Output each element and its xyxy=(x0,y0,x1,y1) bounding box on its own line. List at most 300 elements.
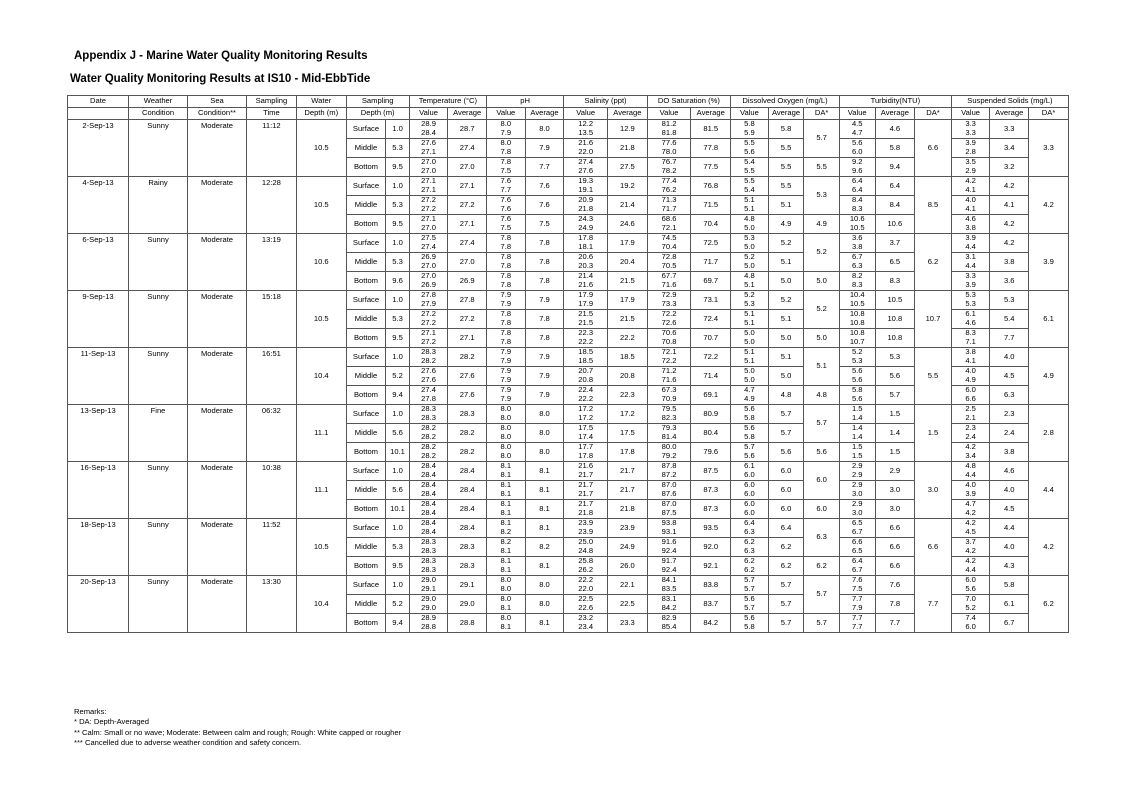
do-saturation-average-cell: 84.2 xyxy=(691,614,731,633)
salinity-value-cell-reading: 21.6 xyxy=(578,461,594,471)
turbidity-value-cell-reading: 6.7 xyxy=(851,565,863,574)
ph-value-cell-reading: 7.9 xyxy=(500,385,512,395)
sampling-depth-cell: 9.5 xyxy=(386,158,409,177)
depth-level-cell: Middle xyxy=(346,595,386,614)
do-saturation-average-cell: 92.0 xyxy=(691,538,731,557)
turbidity-value-cell xyxy=(839,424,875,443)
ph-value-cell xyxy=(487,576,526,595)
suspended-solids-value-cell-reading: 2.1 xyxy=(965,413,976,422)
salinity-value-cell-reading: 23.4 xyxy=(578,622,594,631)
ph-value-cell xyxy=(487,614,526,633)
dissolved-oxygen-average-cell: 4.9 xyxy=(768,215,804,234)
dissolved-oxygen-average-cell: 6.2 xyxy=(768,557,804,576)
header-da: DA* xyxy=(1029,108,1069,120)
weather-cell: Sunny xyxy=(129,291,188,348)
turbidity-value-cell xyxy=(839,405,875,424)
do-saturation-value-cell-reading: 79.5 xyxy=(661,404,677,414)
salinity-value-cell-reading: 19.3 xyxy=(578,176,594,186)
dissolved-oxygen-value-cell-reading: 4.8 xyxy=(744,271,755,281)
turbidity-value-cell-reading: 6.7 xyxy=(851,527,863,536)
depth-level-cell: Bottom xyxy=(346,329,386,348)
do-saturation-average-cell: 72.2 xyxy=(691,348,731,367)
do-saturation-value-cell-reading: 93.8 xyxy=(661,518,677,528)
suspended-solids-value-cell-reading: 4.4 xyxy=(965,565,976,574)
do-saturation-value-cell-reading: 77.6 xyxy=(661,138,677,148)
temperature-value-cell-reading: 27.9 xyxy=(421,299,436,308)
dissolved-oxygen-average-cell: 5.0 xyxy=(768,272,804,291)
dissolved-oxygen-average-cell: 5.7 xyxy=(768,614,804,633)
turbidity-average-cell: 6.5 xyxy=(875,253,915,272)
dissolved-oxygen-value-cell-reading: 5.7 xyxy=(744,442,755,452)
suspended-solids-value-cell xyxy=(951,272,990,291)
do-saturation-value-cell xyxy=(647,595,691,614)
depth-level-cell: Surface xyxy=(346,462,386,481)
dissolved-oxygen-value-cell-reading: 5.7 xyxy=(744,584,755,593)
temperature-value-cell xyxy=(409,557,448,576)
dissolved-oxygen-average-cell: 5.0 xyxy=(768,367,804,386)
turbidity-value-cell xyxy=(839,481,875,500)
suspended-solids-value-cell xyxy=(951,386,990,405)
ph-value-cell xyxy=(487,234,526,253)
temperature-value-cell xyxy=(409,367,448,386)
temperature-value-cell-reading: 28.3 xyxy=(421,537,436,547)
dissolved-oxygen-bottom-da-cell: 5.0 xyxy=(804,329,840,348)
turbidity-value-cell-reading: 10.4 xyxy=(849,290,865,300)
ph-average-cell: 7.8 xyxy=(525,329,564,348)
sampling-depth-cell: 9.6 xyxy=(386,272,409,291)
temperature-value-cell-reading: 28.4 xyxy=(421,470,436,479)
turbidity-value-cell xyxy=(839,291,875,310)
sea-condition-cell: Moderate xyxy=(188,462,247,519)
turbidity-average-cell: 6.6 xyxy=(875,557,915,576)
dissolved-oxygen-da-cell: 5.7 xyxy=(804,120,840,158)
temperature-value-cell xyxy=(409,253,448,272)
do-saturation-value-cell xyxy=(647,386,691,405)
sea-condition-cell: Moderate xyxy=(188,519,247,576)
suspended-solids-average-cell: 3.2 xyxy=(990,158,1029,177)
dissolved-oxygen-da-cell: 5.2 xyxy=(804,291,840,329)
depth-level-cell: Surface xyxy=(346,291,386,310)
suspended-solids-value-cell xyxy=(951,234,990,253)
do-saturation-value-cell-reading: 71.3 xyxy=(661,195,677,205)
col-suspended-solids-header: Suspended Solids (mg/L) xyxy=(951,96,1068,108)
temperature-value-cell xyxy=(409,462,448,481)
dissolved-oxygen-value-cell xyxy=(731,310,769,329)
depth-level-cell: Middle xyxy=(346,481,386,500)
dissolved-oxygen-bottom-da-cell: 6.2 xyxy=(804,557,840,576)
ph-value-cell-reading: 8.0 xyxy=(500,404,512,414)
do-saturation-average-cell: 92.1 xyxy=(691,557,731,576)
suspended-solids-value-cell xyxy=(951,500,990,519)
ph-value-cell-reading: 7.8 xyxy=(500,252,512,262)
turbidity-da-cell: 10.7 xyxy=(915,291,952,348)
turbidity-value-cell-reading: 1.4 xyxy=(851,432,863,441)
dissolved-oxygen-value-cell-reading: 5.8 xyxy=(744,413,755,422)
dissolved-oxygen-value-cell xyxy=(731,234,769,253)
dissolved-oxygen-value-cell-reading: 6.2 xyxy=(744,556,755,566)
turbidity-value-cell xyxy=(839,253,875,272)
dissolved-oxygen-value-cell-reading: 5.5 xyxy=(744,138,755,148)
weather-cell: Sunny xyxy=(129,120,188,177)
dissolved-oxygen-value-cell-reading: 5.1 xyxy=(744,347,755,357)
sampling-depth-cell: 9.4 xyxy=(386,614,409,633)
turbidity-value-cell-reading: 9.2 xyxy=(851,157,863,167)
turbidity-average-cell: 7.7 xyxy=(875,614,915,633)
water-quality-table xyxy=(67,95,1069,633)
dissolved-oxygen-value-cell-reading: 5.0 xyxy=(744,261,755,270)
suspended-solids-value-cell xyxy=(951,139,990,158)
suspended-solids-value-cell-reading: 7.1 xyxy=(965,337,976,346)
do-saturation-value-cell-reading: 84.2 xyxy=(661,603,677,612)
do-saturation-value-cell xyxy=(647,500,691,519)
turbidity-value-cell-reading: 5.6 xyxy=(851,394,863,403)
do-saturation-value-cell-reading: 72.8 xyxy=(661,252,677,262)
turbidity-da-cell: 6.6 xyxy=(915,519,952,576)
dissolved-oxygen-value-cell-reading: 4.7 xyxy=(744,385,755,395)
do-saturation-average-cell: 93.5 xyxy=(691,519,731,538)
do-saturation-value-cell-reading: 87.8 xyxy=(661,461,677,471)
salinity-average-cell: 27.5 xyxy=(608,158,648,177)
salinity-value-cell-reading: 20.8 xyxy=(578,375,594,384)
dissolved-oxygen-bottom-da-cell: 4.8 xyxy=(804,386,840,405)
suspended-solids-value-cell-reading: 4.4 xyxy=(965,242,976,251)
dissolved-oxygen-value-cell-reading: 5.7 xyxy=(744,603,755,612)
ph-average-cell: 8.0 xyxy=(525,576,564,595)
col-date-header: Date xyxy=(68,96,129,108)
do-saturation-value-cell xyxy=(647,538,691,557)
dissolved-oxygen-average-cell: 5.1 xyxy=(768,310,804,329)
dissolved-oxygen-value-cell-reading: 5.4 xyxy=(744,185,755,194)
date-cell: 2-Sep-13 xyxy=(68,120,129,177)
dissolved-oxygen-value-cell xyxy=(731,348,769,367)
turbidity-average-cell: 10.8 xyxy=(875,329,915,348)
dissolved-oxygen-value-cell-reading: 5.0 xyxy=(744,366,755,376)
turbidity-value-cell-reading: 2.9 xyxy=(851,480,863,490)
sampling-depth-cell: 10.1 xyxy=(386,443,409,462)
temperature-value-cell xyxy=(409,158,448,177)
temperature-value-cell-reading: 27.2 xyxy=(421,318,436,327)
salinity-value-cell xyxy=(564,120,608,139)
suspended-solids-value-cell xyxy=(951,348,990,367)
turbidity-value-cell-reading: 7.6 xyxy=(851,575,863,585)
turbidity-value-cell-reading: 1.4 xyxy=(851,413,863,422)
suspended-solids-da-cell: 4.4 xyxy=(1029,462,1069,519)
do-saturation-value-cell-reading: 93.1 xyxy=(661,527,677,536)
do-saturation-value-cell-reading: 82.9 xyxy=(661,613,677,623)
temperature-value-cell xyxy=(409,500,448,519)
temperature-value-cell-reading: 27.2 xyxy=(421,204,436,213)
table-row xyxy=(68,576,1069,595)
do-saturation-average-cell: 69.7 xyxy=(691,272,731,291)
temperature-value-cell xyxy=(409,424,448,443)
turbidity-value-cell-reading: 5.2 xyxy=(851,347,863,357)
sampling-depth-cell: 1.0 xyxy=(386,120,409,139)
turbidity-value-cell xyxy=(839,329,875,348)
temperature-value-cell-reading: 29.0 xyxy=(421,575,436,585)
ph-value-cell-reading: 7.5 xyxy=(500,166,512,175)
ph-value-cell-reading: 7.8 xyxy=(500,147,512,156)
turbidity-value-cell-reading: 7.7 xyxy=(851,613,863,623)
dissolved-oxygen-value-cell-reading: 6.3 xyxy=(744,546,755,555)
salinity-value-cell-reading: 27.6 xyxy=(578,166,594,175)
turbidity-average-cell: 6.6 xyxy=(875,519,915,538)
dissolved-oxygen-average-cell: 5.1 xyxy=(768,196,804,215)
dissolved-oxygen-value-cell-reading: 5.5 xyxy=(744,176,755,186)
ph-value-cell xyxy=(487,158,526,177)
turbidity-da-cell: 1.5 xyxy=(915,405,952,462)
do-saturation-value-cell-reading: 67.7 xyxy=(661,271,677,281)
do-saturation-value-cell-reading: 72.2 xyxy=(661,356,677,365)
suspended-solids-value-cell-reading: 4.2 xyxy=(965,518,976,528)
ph-average-cell: 8.0 xyxy=(525,424,564,443)
ph-value-cell xyxy=(487,177,526,196)
do-saturation-average-cell: 87.3 xyxy=(691,481,731,500)
turbidity-value-cell xyxy=(839,614,875,633)
do-saturation-value-cell-reading: 87.0 xyxy=(661,499,677,509)
salinity-value-cell xyxy=(564,253,608,272)
temperature-value-cell xyxy=(409,595,448,614)
do-saturation-average-cell: 77.8 xyxy=(691,139,731,158)
turbidity-da-cell: 8.5 xyxy=(915,177,952,234)
weather-cell: Rainy xyxy=(129,177,188,234)
dissolved-oxygen-value-cell-reading: 5.6 xyxy=(744,594,755,604)
dissolved-oxygen-value-cell xyxy=(731,158,769,177)
salinity-value-cell-reading: 22.4 xyxy=(578,385,594,395)
temperature-average-cell: 28.2 xyxy=(448,424,487,443)
remarks-title: Remarks: xyxy=(74,707,107,716)
temperature-value-cell-reading: 27.1 xyxy=(421,176,436,186)
ph-value-cell xyxy=(487,386,526,405)
dissolved-oxygen-da-cell: 5.2 xyxy=(804,234,840,272)
col-sampling-header: Sampling xyxy=(247,96,297,108)
suspended-solids-value-cell-reading: 4.6 xyxy=(965,214,976,224)
dissolved-oxygen-value-cell xyxy=(731,424,769,443)
turbidity-average-cell: 8.3 xyxy=(875,272,915,291)
salinity-value-cell-reading: 17.9 xyxy=(578,299,594,308)
salinity-value-cell-reading: 20.9 xyxy=(578,195,594,205)
temperature-average-cell: 27.6 xyxy=(448,367,487,386)
salinity-average-cell: 22.1 xyxy=(608,576,648,595)
depth-level-cell: Bottom xyxy=(346,215,386,234)
salinity-value-cell-reading: 21.7 xyxy=(578,489,594,498)
turbidity-value-cell-reading: 2.9 xyxy=(851,461,863,471)
turbidity-value-cell-reading: 1.4 xyxy=(851,423,863,433)
salinity-average-cell: 21.5 xyxy=(608,272,648,291)
sea-condition-cell: Moderate xyxy=(188,348,247,405)
salinity-value-cell-reading: 25.0 xyxy=(578,537,594,547)
suspended-solids-value-cell-reading: 5.3 xyxy=(965,290,976,300)
temperature-value-cell xyxy=(409,576,448,595)
ph-average-cell: 7.8 xyxy=(525,310,564,329)
turbidity-da-cell: 5.5 xyxy=(915,348,952,405)
date-cell: 9-Sep-13 xyxy=(68,291,129,348)
do-saturation-value-cell xyxy=(647,196,691,215)
turbidity-value-cell-reading: 5.3 xyxy=(851,356,863,365)
dissolved-oxygen-value-cell xyxy=(731,386,769,405)
ph-value-cell xyxy=(487,367,526,386)
suspended-solids-value-cell xyxy=(951,538,990,557)
dissolved-oxygen-average-cell: 5.7 xyxy=(768,424,804,443)
do-saturation-value-cell-reading: 76.7 xyxy=(661,157,677,167)
water-depth-cell: 10.5 xyxy=(296,519,346,576)
col-turbidity-header: Turbidity(NTU) xyxy=(839,96,951,108)
dissolved-oxygen-value-cell-reading: 5.7 xyxy=(744,575,755,585)
suspended-solids-value-cell xyxy=(951,158,990,177)
turbidity-value-cell-reading: 10.6 xyxy=(849,214,865,224)
dissolved-oxygen-value-cell-reading: 5.8 xyxy=(744,622,755,631)
salinity-average-cell: 24.9 xyxy=(608,538,648,557)
depth-level-cell: Bottom xyxy=(346,557,386,576)
ph-average-cell: 8.1 xyxy=(525,500,564,519)
header-value: Value xyxy=(409,108,448,120)
do-saturation-value-cell-reading: 82.3 xyxy=(661,413,677,422)
header-average: Average xyxy=(525,108,564,120)
ph-value-cell-reading: 8.0 xyxy=(500,451,512,460)
turbidity-value-cell-reading: 3.0 xyxy=(851,489,863,498)
salinity-average-cell: 21.5 xyxy=(608,310,648,329)
date-cell: 11-Sep-13 xyxy=(68,348,129,405)
salinity-value-cell-reading: 22.2 xyxy=(578,337,594,346)
suspended-solids-value-cell xyxy=(951,595,990,614)
do-saturation-value-cell-reading: 80.0 xyxy=(661,442,677,452)
ph-value-cell-reading: 8.1 xyxy=(500,489,512,498)
suspended-solids-value-cell-reading: 8.3 xyxy=(965,328,976,338)
salinity-value-cell-reading: 20.3 xyxy=(578,261,594,270)
salinity-value-cell-reading: 17.5 xyxy=(578,423,594,433)
dissolved-oxygen-value-cell-reading: 4.9 xyxy=(744,394,755,403)
temperature-average-cell: 27.4 xyxy=(448,234,487,253)
salinity-average-cell: 23.3 xyxy=(608,614,648,633)
turbidity-value-cell-reading: 8.2 xyxy=(851,271,863,281)
sampling-time-cell: 06:32 xyxy=(247,405,297,462)
dissolved-oxygen-value-cell-reading: 6.0 xyxy=(744,470,755,479)
water-depth-cell: 10.5 xyxy=(296,120,346,177)
ph-average-cell: 7.7 xyxy=(525,158,564,177)
ph-value-cell-reading: 8.1 xyxy=(500,546,512,555)
turbidity-da-cell: 3.0 xyxy=(915,462,952,519)
dissolved-oxygen-average-cell: 5.0 xyxy=(768,329,804,348)
weather-cell: Sunny xyxy=(129,519,188,576)
turbidity-average-cell: 3.0 xyxy=(875,500,915,519)
dissolved-oxygen-value-cell xyxy=(731,500,769,519)
header-da: DA* xyxy=(915,108,952,120)
temperature-value-cell-reading: 28.3 xyxy=(421,556,436,566)
dissolved-oxygen-value-cell-reading: 5.0 xyxy=(744,223,755,232)
ph-value-cell-reading: 7.8 xyxy=(500,242,512,251)
salinity-value-cell xyxy=(564,500,608,519)
ph-value-cell-reading: 8.1 xyxy=(500,480,512,490)
ph-value-cell-reading: 8.0 xyxy=(500,119,512,129)
ph-value-cell xyxy=(487,405,526,424)
temperature-value-cell-reading: 28.4 xyxy=(421,527,436,536)
dissolved-oxygen-average-cell: 6.4 xyxy=(768,519,804,538)
turbidity-da-cell: 7.7 xyxy=(915,576,952,633)
temperature-value-cell-reading: 27.0 xyxy=(421,271,436,281)
temperature-value-cell-reading: 27.0 xyxy=(421,223,436,232)
remark-line: ** Calm: Small or no wave; Moderate: Between calm and rough; Rough: White capped or rougher xyxy=(74,727,402,737)
salinity-average-cell: 17.9 xyxy=(608,234,648,253)
sampling-time-cell: 16:51 xyxy=(247,348,297,405)
temperature-value-cell-reading: 28.3 xyxy=(421,546,436,555)
turbidity-value-cell-reading: 1.5 xyxy=(851,442,863,452)
salinity-value-cell xyxy=(564,614,608,633)
water-depth-cell: 11.1 xyxy=(296,405,346,462)
ph-value-cell-reading: 7.9 xyxy=(500,394,512,403)
salinity-value-cell-reading: 22.6 xyxy=(578,603,594,612)
do-saturation-value-cell-reading: 71.2 xyxy=(661,366,677,376)
depth-level-cell: Bottom xyxy=(346,443,386,462)
dissolved-oxygen-da-cell: 6.3 xyxy=(804,519,840,557)
table-row xyxy=(68,120,1069,139)
header-average: Average xyxy=(448,108,487,120)
turbidity-value-cell-reading: 8.3 xyxy=(851,204,863,213)
suspended-solids-average-cell: 4.0 xyxy=(990,481,1029,500)
dissolved-oxygen-value-cell-reading: 5.0 xyxy=(744,337,755,346)
turbidity-average-cell: 8.4 xyxy=(875,196,915,215)
ph-value-cell xyxy=(487,424,526,443)
depth-level-cell: Middle xyxy=(346,196,386,215)
temperature-average-cell: 28.4 xyxy=(448,500,487,519)
dissolved-oxygen-value-cell xyxy=(731,519,769,538)
ph-value-cell-reading: 8.1 xyxy=(500,518,512,528)
suspended-solids-value-cell xyxy=(951,614,990,633)
temperature-value-cell xyxy=(409,272,448,291)
ph-value-cell xyxy=(487,557,526,576)
do-saturation-value-cell-reading: 72.1 xyxy=(661,347,677,357)
suspended-solids-value-cell xyxy=(951,367,990,386)
do-saturation-average-cell: 72.5 xyxy=(691,234,731,253)
do-saturation-value-cell-reading: 87.2 xyxy=(661,470,677,479)
salinity-value-cell-reading: 17.8 xyxy=(578,451,594,460)
salinity-value-cell-reading: 21.5 xyxy=(578,309,594,319)
do-saturation-value-cell xyxy=(647,272,691,291)
depth-level-cell: Bottom xyxy=(346,614,386,633)
dissolved-oxygen-value-cell-reading: 5.6 xyxy=(744,451,755,460)
salinity-value-cell-reading: 17.7 xyxy=(578,442,594,452)
suspended-solids-value-cell-reading: 4.7 xyxy=(965,499,976,509)
suspended-solids-average-cell: 4.4 xyxy=(990,519,1029,538)
do-saturation-value-cell-reading: 68.6 xyxy=(661,214,677,224)
suspended-solids-average-cell: 6.3 xyxy=(990,386,1029,405)
suspended-solids-da-cell: 6.1 xyxy=(1029,291,1069,348)
salinity-value-cell-reading: 22.2 xyxy=(578,394,594,403)
weather-cell: Sunny xyxy=(129,576,188,633)
do-saturation-value-cell xyxy=(647,139,691,158)
ph-value-cell-reading: 7.5 xyxy=(500,223,512,232)
remark-line: * DA: Depth-Averaged xyxy=(74,717,149,727)
dissolved-oxygen-value-cell-reading: 6.2 xyxy=(744,537,755,547)
sampling-depth-cell: 1.0 xyxy=(386,519,409,538)
dissolved-oxygen-value-cell xyxy=(731,291,769,310)
suspended-solids-value-cell-reading: 2.3 xyxy=(965,423,976,433)
ph-value-cell-reading: 7.6 xyxy=(500,176,512,186)
salinity-value-cell-reading: 17.2 xyxy=(578,413,594,422)
temperature-value-cell-reading: 28.4 xyxy=(421,128,436,137)
suspended-solids-value-cell-reading: 6.0 xyxy=(965,385,976,395)
temperature-value-cell-reading: 26.9 xyxy=(421,252,436,262)
do-saturation-average-cell: 83.7 xyxy=(691,595,731,614)
turbidity-average-cell: 9.4 xyxy=(875,158,915,177)
salinity-value-cell-reading: 17.8 xyxy=(578,233,594,243)
temperature-average-cell: 28.4 xyxy=(448,519,487,538)
dissolved-oxygen-value-cell-reading: 5.1 xyxy=(744,280,755,289)
suspended-solids-value-cell-reading: 7.0 xyxy=(965,594,976,604)
suspended-solids-value-cell xyxy=(951,215,990,234)
ph-value-cell-reading: 8.1 xyxy=(500,470,512,479)
temperature-value-cell-reading: 27.2 xyxy=(421,195,436,205)
dissolved-oxygen-value-cell xyxy=(731,177,769,196)
do-saturation-value-cell-reading: 85.4 xyxy=(661,622,677,631)
